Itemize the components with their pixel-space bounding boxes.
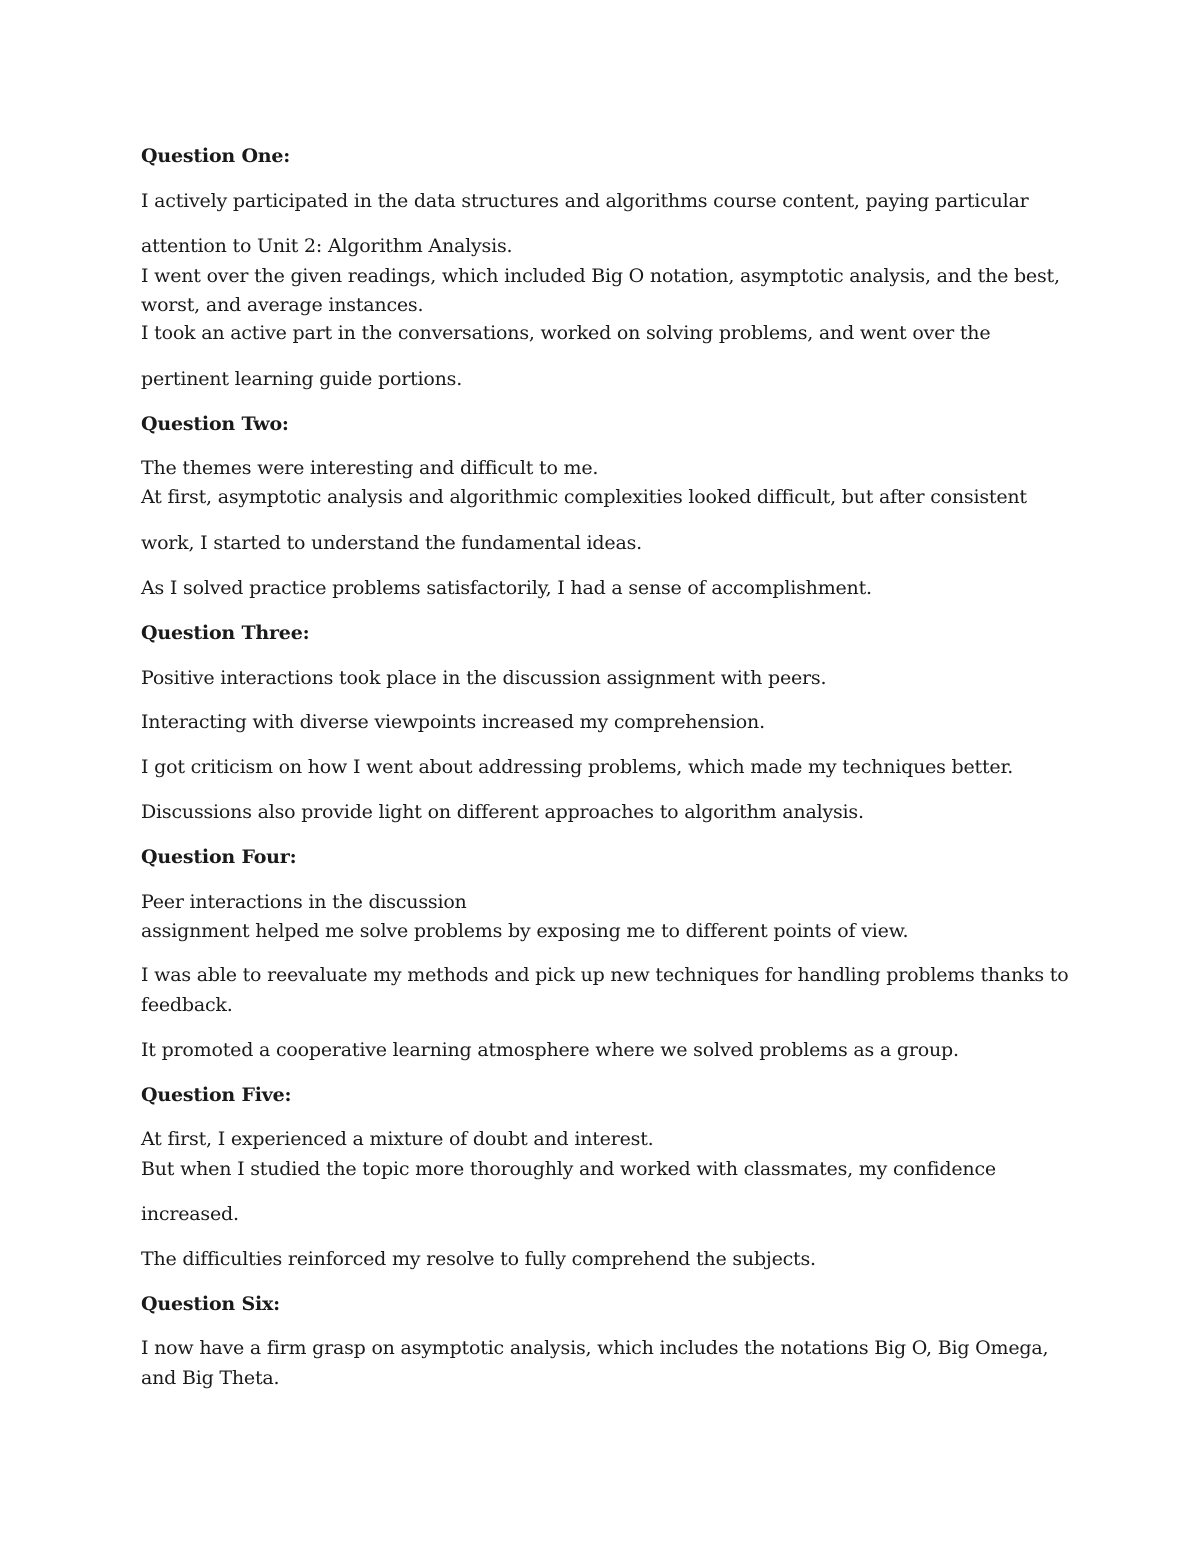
paragraph-line: I now have a firm grasp on asymptotic analysis, which includes the notations Big O, Big Omega,	[141, 1337, 1049, 1359]
paragraph-line: It promoted a cooperative learning atmosphere where we solved problems as a group.	[141, 1039, 959, 1061]
paragraph-line: work, I started to understand the fundamental ideas.	[141, 532, 642, 554]
paragraph-line: But when I studied the topic more thoroughly and worked with classmates, my confidence	[141, 1158, 996, 1180]
section-heading-6: Question Six:	[141, 1293, 280, 1315]
paragraph-line: and Big Theta.	[141, 1367, 280, 1389]
paragraph-line: feedback.	[141, 994, 233, 1016]
paragraph-line: The difficulties reinforced my resolve to fully comprehend the subjects.	[141, 1248, 816, 1270]
paragraph-line: pertinent learning guide portions.	[141, 368, 463, 390]
section-heading-3: Question Three:	[141, 622, 310, 644]
paragraph-line: As I solved practice problems satisfactorily, I had a sense of accomplishment.	[141, 577, 872, 599]
paragraph-line: At first, asymptotic analysis and algorithmic complexities looked difficult, but after consistent	[141, 486, 1027, 508]
section-heading-5: Question Five:	[141, 1084, 292, 1106]
paragraph-line: increased.	[141, 1203, 239, 1225]
section-heading-4: Question Four:	[141, 846, 297, 868]
paragraph-line: The themes were interesting and difficult to me.	[141, 457, 599, 479]
paragraph-line: I got criticism on how I went about addressing problems, which made my techniques better.	[141, 756, 1014, 778]
paragraph-line: attention to Unit 2: Algorithm Analysis.	[141, 235, 513, 257]
paragraph-line: Discussions also provide light on different approaches to algorithm analysis.	[141, 801, 864, 823]
section-heading-2: Question Two:	[141, 413, 289, 435]
paragraph-line: worst, and average instances.	[141, 294, 424, 316]
paragraph-line: Positive interactions took place in the discussion assignment with peers.	[141, 667, 827, 689]
paragraph-line: Peer interactions in the discussion	[141, 891, 467, 913]
paragraph-line: I was able to reevaluate my methods and pick up new techniques for handling problems thanks to	[141, 964, 1069, 986]
paragraph-line: At first, I experienced a mixture of doubt and interest.	[141, 1128, 654, 1150]
paragraph-line: Interacting with diverse viewpoints increased my comprehension.	[141, 711, 765, 733]
paragraph-line: assignment helped me solve problems by exposing me to different points of view.	[141, 920, 909, 942]
section-heading-1: Question One:	[141, 145, 291, 167]
paragraph-line: I actively participated in the data structures and algorithms course content, paying particular	[141, 190, 1029, 212]
paragraph-line: I took an active part in the conversations, worked on solving problems, and went over the	[141, 322, 991, 344]
paragraph-line: I went over the given readings, which included Big O notation, asymptotic analysis, and the best,	[141, 265, 1060, 287]
